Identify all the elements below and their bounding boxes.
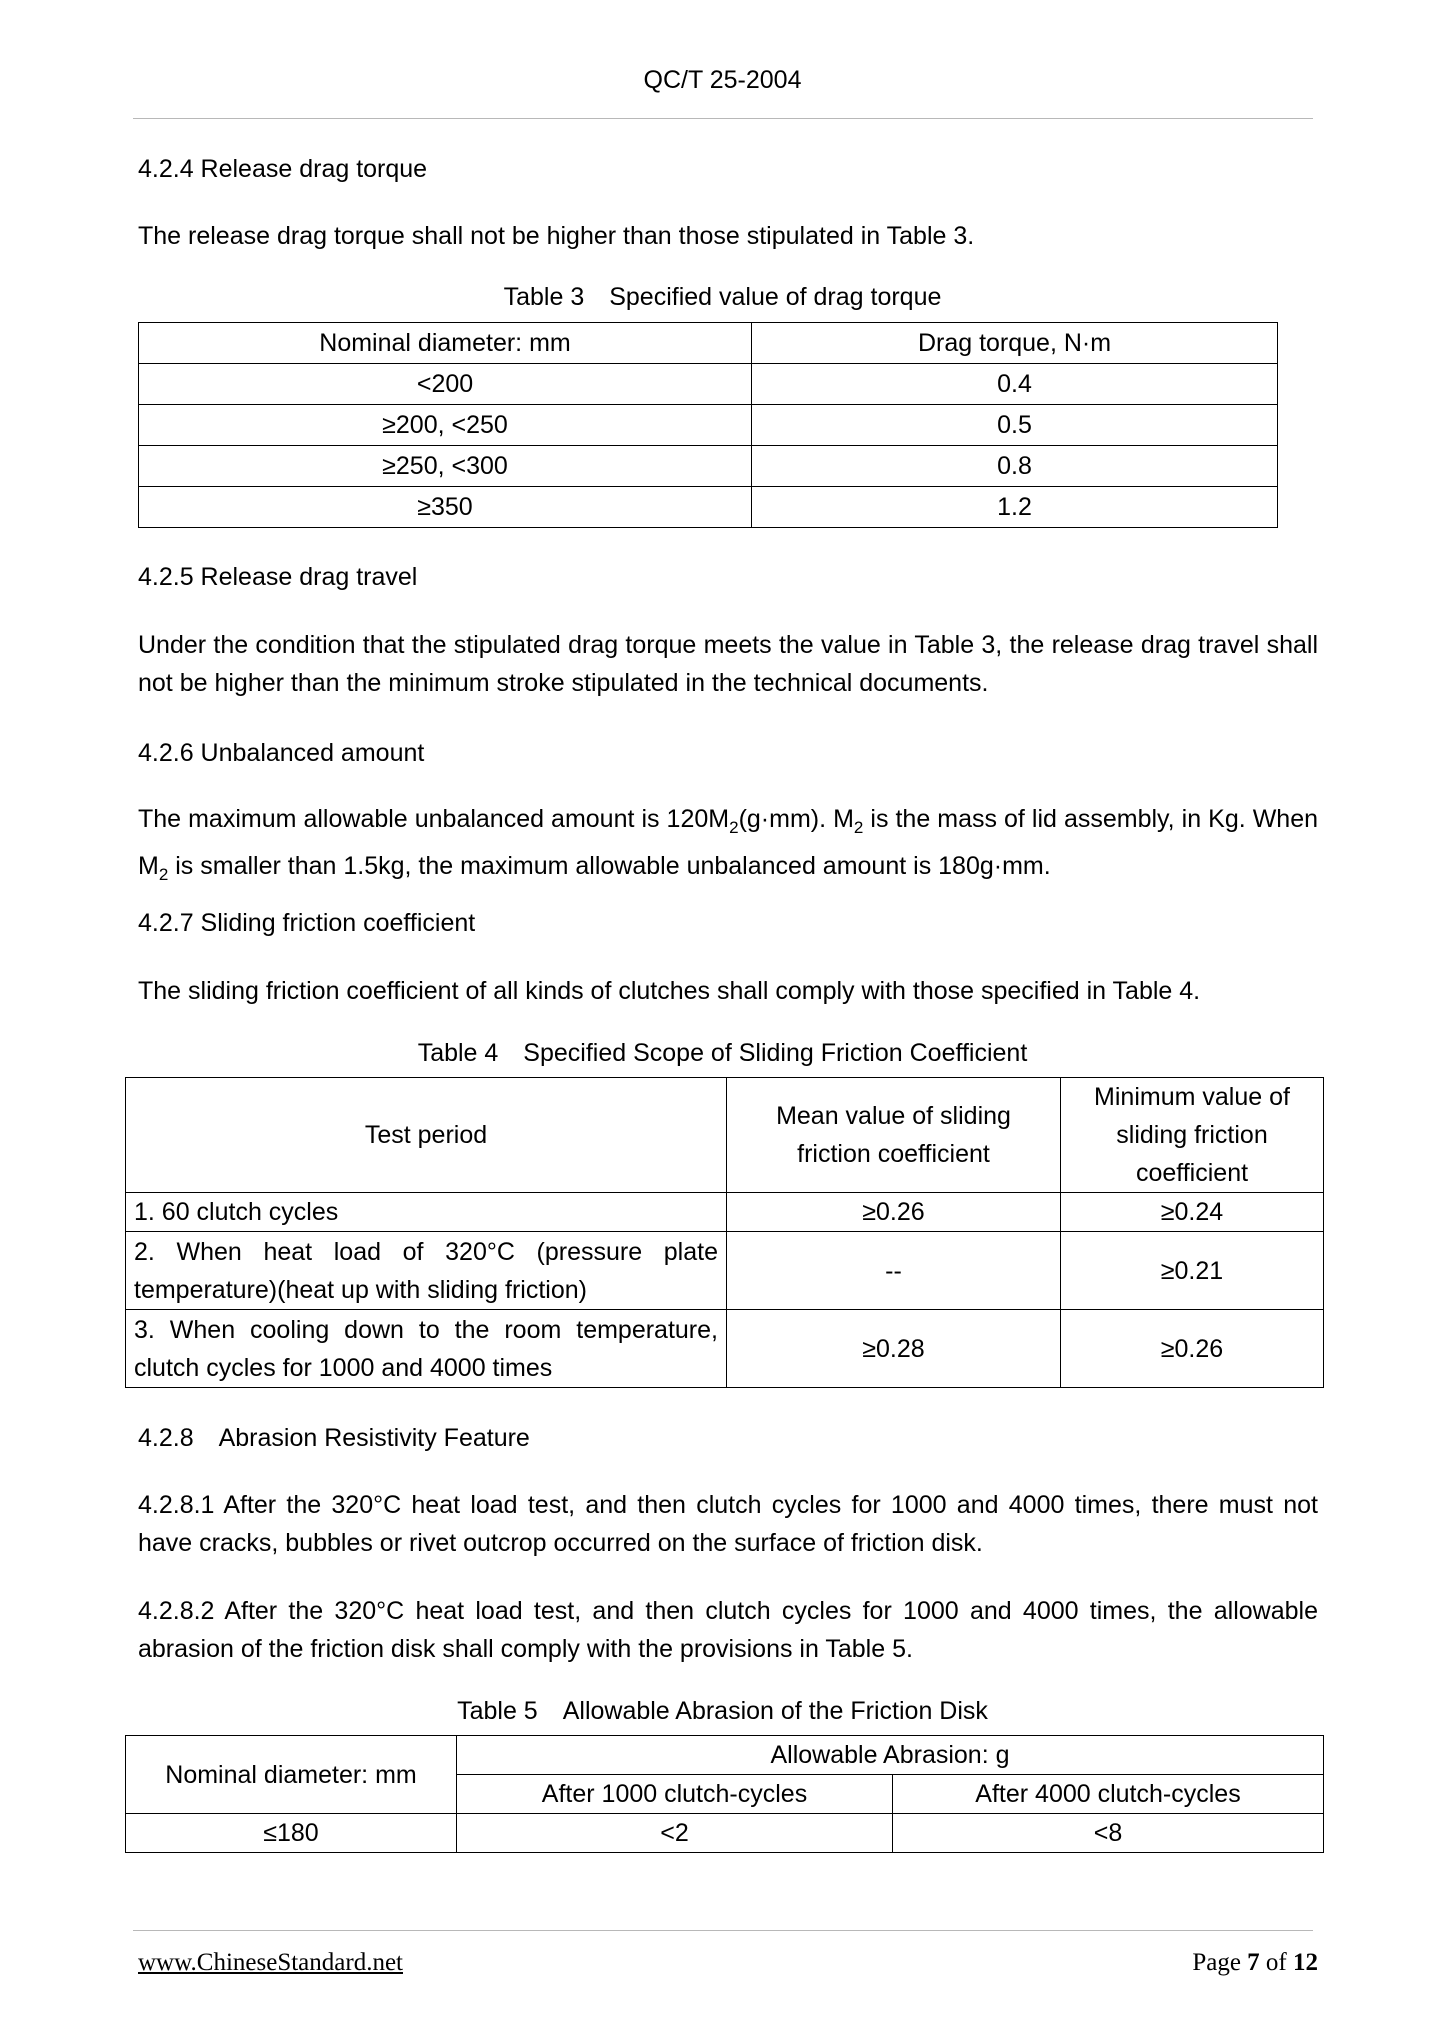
table-row [139, 405, 1278, 446]
page-prefix: Page [1192, 1949, 1248, 1976]
table3 [138, 322, 1278, 528]
table3-cell: ≥250, <300 [139, 446, 752, 487]
subscript: 2 [853, 818, 864, 837]
section-heading-4-2-4: 4.2.4 Release drag torque [138, 155, 428, 183]
table4 [125, 1077, 1324, 1388]
section-heading-4-2-7: 4.2.7 Sliding friction coefficient [138, 909, 476, 937]
table3-header-cell: Drag torque, N·m [752, 323, 1278, 364]
header-divider [133, 118, 1313, 119]
table5-subheader-cell: After 4000 clutch-cycles [893, 1775, 1324, 1814]
text-run: The maximum allowable unbalanced amount is 120M [138, 805, 730, 833]
section-body-4-2-4: The release drag torque shall not be higher than those stipulated in Table 3. [138, 222, 975, 250]
page-of: of [1259, 1949, 1293, 1976]
table5-cell: <2 [457, 1814, 893, 1853]
table3-cell: ≥200, <250 [139, 405, 752, 446]
footer-divider [133, 1930, 1313, 1931]
section-heading-4-2-5: 4.2.5 Release drag travel [138, 563, 418, 591]
text-run: is the mass of lid assembly, in Kg. When M [138, 805, 1319, 880]
table-row [126, 1193, 1324, 1232]
table5-caption: Table 5 Allowable Abrasion of the Friction Disk [457, 1697, 988, 1725]
page-total: 12 [1293, 1949, 1318, 1976]
table4-cell: ≥0.26 [727, 1193, 1061, 1232]
table3-caption: Table 3 Specified value of drag torque [503, 283, 942, 311]
table3-header-cell: Nominal diameter: mm [139, 323, 752, 364]
section-body-4-2-6 [138, 800, 1318, 894]
table4-cell: 1. 60 clutch cycles [126, 1193, 727, 1232]
table4-header-cell: Minimum value of sliding friction coefficient [1061, 1078, 1324, 1193]
website-link[interactable]: www.ChineseStandard.net [138, 1949, 403, 1976]
table4-header-row [126, 1078, 1324, 1193]
table-row [126, 1310, 1324, 1388]
table5-group-header: Allowable Abrasion: g [457, 1736, 1324, 1775]
section-body-4-2-8-2: 4.2.8.2 After the 320°C heat load test, and then clutch cycles for 1000 and 4000 times, the allowable abrasion of the friction disk shall comply with the provisions in Table 5. [138, 1597, 1318, 1663]
subscript: 2 [158, 865, 169, 884]
text-run: (g·mm). M [738, 805, 854, 833]
table4-caption: Table 4 Specified Scope of Sliding Friction Coefficient [417, 1039, 1028, 1067]
document-code-header: QC/T 25-2004 [643, 66, 802, 94]
table3-cell: 0.4 [752, 364, 1278, 405]
section-heading-4-2-8: 4.2.8 Abrasion Resistivity Feature [138, 1424, 530, 1452]
table5-header-row [126, 1736, 1324, 1775]
table4-cell: 2. When heat load of 320°C (pressure plate temperature)(heat up with sliding friction) [126, 1232, 727, 1310]
table4-cell: ≥0.28 [727, 1310, 1061, 1388]
table-row [139, 446, 1278, 487]
table3-cell: <200 [139, 364, 752, 405]
table-row [139, 364, 1278, 405]
table3-header-row [139, 323, 1278, 364]
page-indicator [1192, 1949, 1318, 1977]
table4-cell: ≥0.21 [1061, 1232, 1324, 1310]
table5-cell: ≤180 [126, 1814, 457, 1853]
table4-cell: ≥0.26 [1061, 1310, 1324, 1388]
table3-cell: ≥350 [139, 487, 752, 528]
table3-cell: 0.8 [752, 446, 1278, 487]
table5 [125, 1735, 1324, 1853]
table5-subheader-cell: After 1000 clutch-cycles [457, 1775, 893, 1814]
text-run: is smaller than 1.5kg, the maximum allowable unbalanced amount is 180g·mm. [168, 852, 1051, 880]
table-row [126, 1232, 1324, 1310]
section-body-4-2-8-1: 4.2.8.1 After the 320°C heat load test, and then clutch cycles for 1000 and 4000 times, there must not have cracks, bubbles or rivet outcrop occurred on the surface of friction disk. [138, 1491, 1318, 1557]
table4-cell: -- [727, 1232, 1061, 1310]
table4-cell: ≥0.24 [1061, 1193, 1324, 1232]
table-row [139, 487, 1278, 528]
table5-cell: <8 [893, 1814, 1324, 1853]
table3-cell: 0.5 [752, 405, 1278, 446]
section-body-4-2-5: Under the condition that the stipulated drag torque meets the value in Table 3, the release drag travel shall not be higher than the minimum stroke stipulated in the technical documents. [138, 631, 1318, 697]
table-row [126, 1814, 1324, 1853]
subscript: 2 [729, 818, 739, 837]
table3-cell: 1.2 [752, 487, 1278, 528]
section-body-4-2-7: The sliding friction coefficient of all kinds of clutches shall comply with those specified in Table 4. [138, 977, 1201, 1005]
page-number: 7 [1247, 1949, 1260, 1976]
table4-header-cell: Test period [126, 1078, 727, 1193]
table4-header-cell: Mean value of sliding friction coefficient [727, 1078, 1061, 1193]
table4-cell: 3. When cooling down to the room temperature, clutch cycles for 1000 and 4000 times [126, 1310, 727, 1388]
table5-header-cell: Nominal diameter: mm [126, 1736, 457, 1814]
section-heading-4-2-6: 4.2.6 Unbalanced amount [138, 739, 425, 767]
